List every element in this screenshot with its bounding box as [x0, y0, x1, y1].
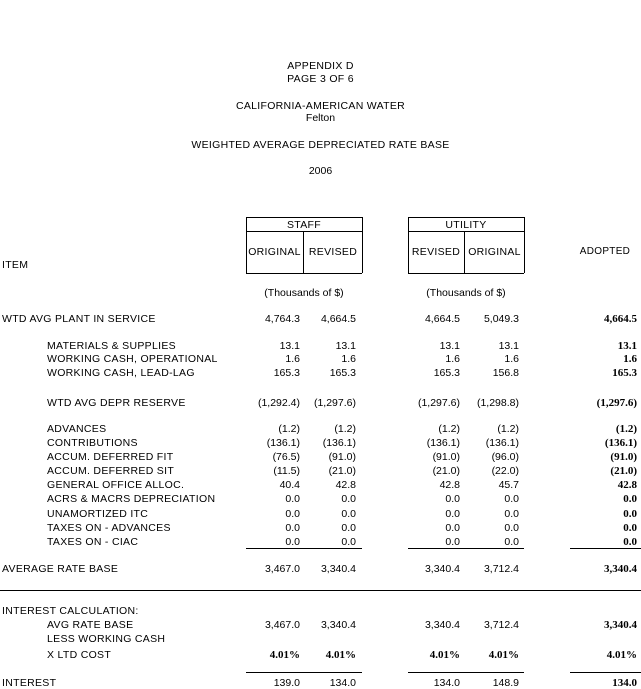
adopted-cell: 13.1: [617, 340, 637, 352]
staff-revised-cell: 4.01%: [325, 649, 356, 661]
utility-revised-cell: (1.2): [438, 423, 460, 435]
adopted-cell: 0.0: [623, 508, 637, 520]
utility-revised-cell: (1,297.6): [417, 397, 460, 409]
staff-revised-cell: 13.1: [335, 340, 356, 352]
staff-revised-cell: 3,340.4: [320, 563, 356, 575]
staff-original-cell: 4.01%: [269, 649, 300, 661]
utility-revised-cell: (21.0): [432, 465, 460, 477]
staff-revised-header: REVISED: [308, 246, 358, 258]
row-label: WTD AVG DEPR RESERVE: [47, 397, 186, 409]
adopted-cell: 3,340.4: [604, 619, 637, 631]
row-label: INTEREST: [2, 677, 57, 689]
adopted-cell: 0.0: [623, 493, 637, 505]
utility-revised-cell: (91.0): [432, 451, 460, 463]
row-label: TAXES ON - ADVANCES: [47, 522, 171, 534]
staff-revised-cell: 0.0: [341, 493, 356, 505]
utility-original-cell: 4.01%: [488, 649, 519, 661]
utility-revised-cell: 13.1: [439, 340, 460, 352]
utility-revised-cell: 4.01%: [429, 649, 460, 661]
utility-original-cell: 3,712.4: [483, 619, 519, 631]
utility-original-cell: 1.6: [504, 353, 519, 365]
staff-original-cell: 0.0: [285, 536, 300, 548]
staff-original-cell: 0.0: [285, 493, 300, 505]
staff-original-cell: 4,764.3: [264, 313, 300, 325]
row-label: CONTRIBUTIONS: [47, 437, 138, 449]
utility-original-cell: 13.1: [498, 340, 519, 352]
staff-original-cell: 3,467.0: [264, 619, 300, 631]
row-label: MATERIALS & SUPPLIES: [47, 340, 176, 352]
row-label: TAXES ON - CIAC: [47, 536, 139, 548]
row-label: WTD AVG PLANT IN SERVICE: [2, 313, 156, 325]
staff-group-header: STAFF: [287, 219, 321, 231]
staff-original-cell: 40.4: [279, 479, 300, 491]
staff-revised-cell: (91.0): [328, 451, 356, 463]
company-name: CALIFORNIA-AMERICAN WATER: [235, 100, 406, 112]
utility-original-cell: (1,298.8): [476, 397, 519, 409]
utility-revised-cell: 0.0: [445, 508, 460, 520]
row-label: GENERAL OFFICE ALLOC.: [47, 479, 185, 491]
staff-original-cell: 1.6: [285, 353, 300, 365]
page-number: PAGE 3 OF 6: [287, 73, 354, 85]
staff-original-cell: 3,467.0: [264, 563, 300, 575]
utility-revised-cell: 165.3: [433, 367, 460, 379]
staff-revised-cell: 165.3: [329, 367, 356, 379]
adopted-cell: 4,664.5: [604, 313, 637, 325]
less-working-cash-label: LESS WORKING CASH: [47, 633, 166, 645]
utility-original-cell: (96.0): [491, 451, 519, 463]
utility-original-cell: 45.7: [498, 479, 519, 491]
utility-revised-cell: 0.0: [445, 536, 460, 548]
utility-original-cell: 0.0: [504, 536, 519, 548]
adopted-cell: 1.6: [623, 353, 637, 365]
adopted-cell: 3,340.4: [604, 563, 637, 575]
staff-original-cell: 165.3: [273, 367, 300, 379]
adopted-cell: 134.0: [612, 677, 637, 689]
staff-original-cell: 139.0: [273, 677, 300, 689]
adopted-cell: 42.8: [617, 479, 637, 491]
report-year: 2006: [308, 165, 333, 177]
row-label: ACCUM. DEFERRED SIT: [47, 465, 175, 477]
row-label: AVG RATE BASE: [47, 619, 134, 631]
staff-revised-cell: 0.0: [341, 508, 356, 520]
row-label: WORKING CASH, OPERATIONAL: [47, 353, 218, 365]
row-label: UNAMORTIZED ITC: [47, 508, 149, 520]
utility-revised-cell: 0.0: [445, 493, 460, 505]
staff-revised-cell: 1.6: [341, 353, 356, 365]
row-label: WORKING CASH, LEAD-LAG: [47, 367, 195, 379]
utility-revised-cell: (136.1): [426, 437, 460, 449]
utility-original-header: ORIGINAL: [468, 246, 521, 258]
adopted-cell: (21.0): [610, 465, 637, 477]
row-label: ADVANCES: [47, 423, 107, 435]
row-label: AVERAGE RATE BASE: [2, 563, 119, 575]
utility-original-cell: 156.8: [492, 367, 519, 379]
adopted-cell: (1.2): [615, 423, 637, 435]
utility-revised-cell: 0.0: [445, 522, 460, 534]
utility-units: (Thousands of $): [426, 287, 506, 299]
row-label: ACCUM. DEFERRED FIT: [47, 451, 174, 463]
staff-original-cell: 0.0: [285, 508, 300, 520]
adopted-cell: (1,297.6): [596, 397, 637, 409]
adopted-cell: 4.01%: [606, 649, 637, 661]
staff-original-cell: (11.5): [273, 465, 300, 477]
utility-original-cell: (22.0): [491, 465, 519, 477]
staff-revised-cell: (1,297.6): [313, 397, 356, 409]
adopted-cell: (91.0): [610, 451, 637, 463]
staff-revised-cell: (136.1): [322, 437, 356, 449]
utility-original-cell: 5,049.3: [483, 313, 519, 325]
section-divider: [0, 590, 641, 591]
utility-revised-cell: 1.6: [445, 353, 460, 365]
utility-original-cell: 3,712.4: [483, 563, 519, 575]
utility-revised-header: REVISED: [411, 246, 461, 258]
row-label: ACRS & MACRS DEPRECIATION: [47, 493, 216, 505]
utility-group-header: UTILITY: [445, 219, 487, 231]
item-header: ITEM: [2, 259, 29, 271]
adopted-cell: (136.1): [604, 437, 637, 449]
staff-original-cell: 13.1: [279, 340, 300, 352]
appendix-label: APPENDIX D: [287, 60, 354, 72]
staff-original-cell: (136.1): [266, 437, 300, 449]
staff-original-cell: (1,292.4): [257, 397, 300, 409]
staff-original-cell: 0.0: [285, 522, 300, 534]
utility-original-cell: 0.0: [504, 522, 519, 534]
utility-revised-cell: 3,340.4: [424, 563, 460, 575]
staff-revised-cell: (21.0): [328, 465, 356, 477]
utility-original-cell: 0.0: [504, 493, 519, 505]
staff-original-cell: (76.5): [272, 451, 300, 463]
staff-original-header: ORIGINAL: [248, 246, 301, 258]
utility-revised-cell: 4,664.5: [424, 313, 460, 325]
adopted-header: ADOPTED: [579, 246, 631, 257]
staff-revised-cell: (1.2): [334, 423, 356, 435]
staff-revised-cell: 4,664.5: [320, 313, 356, 325]
adopted-cell: 165.3: [612, 367, 637, 379]
utility-original-cell: 0.0: [504, 508, 519, 520]
staff-revised-cell: 3,340.4: [320, 619, 356, 631]
report-title: WEIGHTED AVERAGE DEPRECIATED RATE BASE: [191, 139, 450, 151]
utility-revised-cell: 3,340.4: [424, 619, 460, 631]
staff-original-cell: (1.2): [278, 423, 300, 435]
utility-original-cell: (136.1): [485, 437, 519, 449]
utility-original-cell: 148.9: [492, 677, 519, 689]
staff-units: (Thousands of $): [264, 287, 344, 299]
district-name: Felton: [305, 112, 336, 124]
staff-revised-cell: 0.0: [341, 522, 356, 534]
row-label: X LTD COST: [47, 649, 112, 661]
adopted-cell: 0.0: [623, 522, 637, 534]
staff-revised-cell: 134.0: [329, 677, 356, 689]
utility-revised-cell: 134.0: [433, 677, 460, 689]
staff-revised-cell: 0.0: [341, 536, 356, 548]
staff-revised-cell: 42.8: [335, 479, 356, 491]
utility-original-cell: (1.2): [497, 423, 519, 435]
utility-revised-cell: 42.8: [439, 479, 460, 491]
interest-section-label: INTEREST CALCULATION:: [2, 605, 139, 617]
adopted-cell: 0.0: [623, 536, 637, 548]
